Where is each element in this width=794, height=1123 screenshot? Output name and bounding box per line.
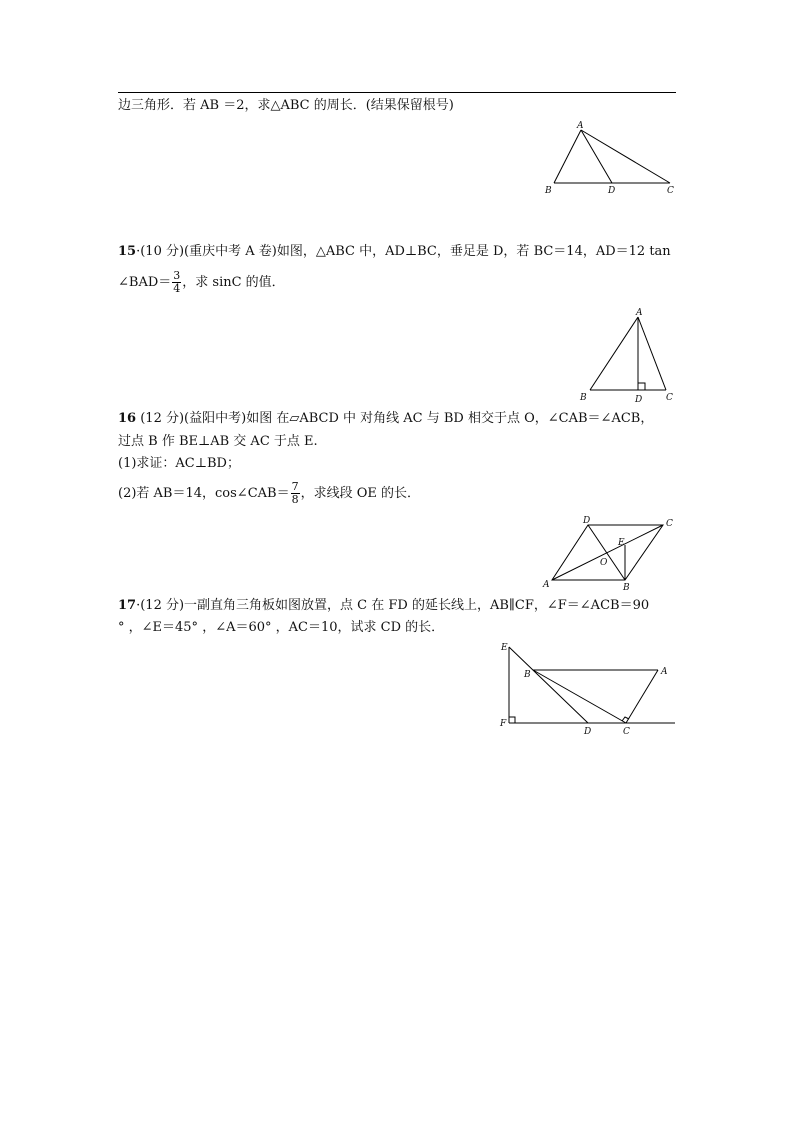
q17-line2: ° ，∠E＝45° ，∠A＝60° ，AC＝10，试求 CD 的长． [118, 620, 445, 635]
q15-line2-pre: ∠BAD＝ [118, 275, 172, 290]
q17-label-d: D [584, 727, 592, 737]
q17-line1-text: ·(12 分)一副直角三角板如图放置，点 C 在 FD 的延长线上，AB∥CF，∠F＝∠ACB＝90 [136, 598, 650, 613]
q17-label-e: E [501, 643, 508, 653]
q16-line4-post: ，求线段 OE 的长． [300, 486, 421, 501]
q16-label-b: B [623, 583, 630, 593]
q14-label-a: A [577, 121, 584, 131]
q15-fraction [172, 270, 181, 295]
q14-label-d: D [608, 186, 616, 196]
q15-number: 15 [118, 244, 137, 259]
q17-line1 [118, 598, 649, 614]
q17-figure [495, 640, 680, 740]
q15-figure [575, 308, 685, 408]
q15-line1-text: ·(10 分)(重庆中考 A 卷)如图，△ABC 中，AD⊥BC，垂足是 D，若 BC＝14，AD＝12 tan [136, 244, 671, 259]
q16-line1-text: (12 分)(益阳中考)如图 在▱ABCD 中 对角线 AC 与 BD 相交于点 O，∠CAB＝∠ACB， [136, 411, 654, 426]
q14-label-c: C [667, 186, 674, 196]
q16-frac-num: 7 [291, 480, 299, 493]
q17-number: 17 [118, 598, 137, 613]
q15-frac-num: 3 [173, 269, 181, 282]
q15-label-a: A [636, 308, 643, 318]
q14-label-b: B [545, 186, 552, 196]
header-rule [118, 92, 676, 93]
q17-label-f: F [500, 719, 507, 729]
q16-line4-pre: (2)若 AB＝14，cos∠CAB＝ [118, 486, 290, 501]
q15-line2 [118, 270, 285, 295]
q17-label-a: A [661, 667, 668, 677]
q16-label-o: O [600, 558, 608, 568]
q16-line1 [118, 411, 653, 427]
q15-label-b: B [580, 393, 587, 403]
q16-label-a: A [543, 580, 550, 590]
q15-frac-den: 4 [173, 282, 181, 295]
q16-label-d: D [583, 516, 591, 526]
q16-number: 16 [118, 411, 137, 426]
q15-line1 [118, 244, 671, 260]
q15-label-c: C [666, 393, 673, 403]
q15-line2-post: ，求 sinC 的值． [182, 275, 285, 290]
q16-line3: (1)求证：AC⊥BD； [118, 456, 240, 471]
q14-text: 边三角形．若 AB ＝2，求△ABC 的周长．(结果保留根号) [118, 98, 454, 113]
q17-label-c: C [623, 727, 630, 737]
q16-frac-den: 8 [291, 493, 299, 506]
q15-label-d: D [635, 395, 643, 405]
q16-label-e: E [618, 538, 625, 548]
q16-line4 [118, 481, 420, 506]
q16-label-c: C [666, 519, 673, 529]
q14-figure [540, 120, 680, 200]
q17-label-b: B [524, 670, 531, 680]
q16-fraction [291, 481, 300, 506]
q16-figure [540, 515, 685, 595]
q16-line2: 过点 B 作 BE⊥AB 交 AC 于点 E. [118, 434, 318, 449]
